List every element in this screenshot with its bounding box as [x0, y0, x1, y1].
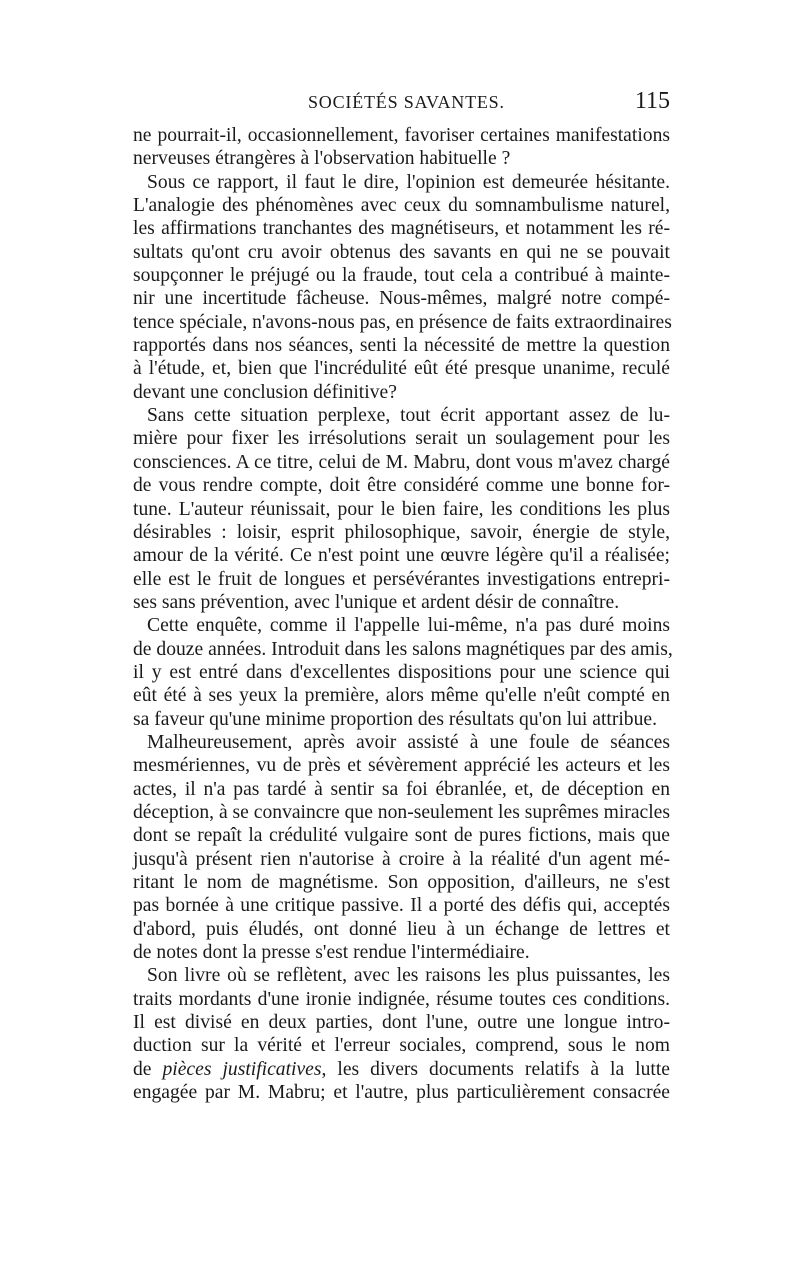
text-line: nerveuses étrangères à l'observation habituelle ?: [133, 148, 511, 170]
text-line: soupçonner le préjugé ou la fraude, tout cela a contribué à mainte-: [133, 265, 670, 287]
text-line: amour de la vérité. Ce n'est point une œuvre légère qu'il a réalisée;: [133, 545, 670, 567]
text-line: jusqu'à présent rien n'autorise à croire à la réalité d'un agent mé-: [133, 848, 670, 870]
text-line: L'analogie des phénomènes avec ceux du somnambulisme naturel,: [133, 195, 670, 217]
text-line: Il est divisé en deux parties, dont l'une, outre une longue intro-: [133, 1012, 670, 1034]
text-line: nir une incertitude fâcheuse. Nous-mêmes, malgré notre compé-: [133, 288, 670, 310]
text-line: tence spéciale, n'avons-nous pas, en présence de faits extraordinaires: [133, 311, 672, 333]
text-line: à l'étude, et, bien que l'incrédulité eût été presque unanime, reculé: [133, 358, 670, 380]
text-line: il y est entré dans d'excellentes dispositions pour une science qui: [133, 661, 670, 683]
text-line: de notes dont la presse s'est rendue l'intermédiaire.: [133, 942, 530, 964]
running-title: SOCIÉTÉS SAVANTES.: [308, 92, 505, 112]
text-line: [133, 1058, 670, 1081]
text-line: ne pourrait-il, occasionnellement, favoriser certaines manifestations: [133, 125, 670, 146]
text-line: ses sans prévention, avec l'unique et ardent désir de connaître.: [133, 591, 620, 613]
text-line: traits mordants d'une ironie indignée, résume toutes ces conditions.: [133, 988, 670, 1010]
text-line: devant une conclusion définitive?: [133, 381, 397, 403]
italic-phrase: pièces justificatives: [162, 1058, 322, 1080]
text-line: sultats qu'ont cru avoir obtenus des savants en qui ne se pouvait: [133, 241, 670, 263]
page-number: 115: [634, 88, 670, 114]
text-line: Sous ce rapport, il faut le dire, l'opinion est demeurée hésitante.: [147, 171, 670, 193]
text-line: de douze années. Introduit dans les salons magnétiques par des amis,: [133, 638, 673, 660]
text-fragment: , les divers documents relatifs à la lutte: [321, 1058, 670, 1080]
text-fragment: de: [133, 1058, 163, 1080]
text-line: tune. L'auteur réunissait, pour le bien faire, les conditions les plus: [133, 498, 670, 520]
text-line: Malheureusement, après avoir assisté à une foule de séances: [147, 731, 670, 753]
text-line: rapportés dans nos séances, senti la nécessité de mettre la question: [133, 335, 670, 357]
text-line: duction sur la vérité et l'erreur sociales, comprend, sous le nom: [133, 1035, 670, 1057]
text-line: désirables : loisir, esprit philosophique, savoir, énergie de style,: [133, 521, 670, 543]
text-line: déception, à se convaincre que non-seulement les suprêmes miracles: [133, 801, 670, 823]
text-line: Son livre où se reflètent, avec les raisons les plus puissantes, les: [147, 965, 670, 987]
text-line: engagée par M. Mabru; et l'autre, plus particulièrement consacrée: [133, 1082, 670, 1104]
text-line: Sans cette situation perplexe, tout écrit apportant assez de lu-: [147, 405, 670, 427]
text-line: pas bornée à une critique passive. Il a porté des défis qui, acceptés: [133, 895, 670, 917]
text-line: de vous rendre compte, doit être considéré comme une bonne for-: [133, 475, 670, 497]
text-line: ritant le nom de magnétisme. Son opposition, d'ailleurs, ne s'est: [133, 872, 670, 893]
body-text: [133, 124, 673, 1104]
text-line: elle est le fruit de longues et persévérantes investigations entrepri-: [133, 568, 670, 590]
text-line: sa faveur qu'une minime proportion des résultats qu'on lui attribue.: [133, 708, 657, 730]
text-line: les affirmations tranchantes des magnétiseurs, et notamment les ré-: [133, 218, 670, 240]
text-line: d'abord, puis éludés, ont donné lieu à un échange de lettres et: [133, 918, 670, 940]
text-line: dont se repaît la crédulité vulgaire sont de pures fictions, mais que: [133, 825, 670, 847]
text-line: consciences. A ce titre, celui de M. Mabru, dont vous m'avez chargé: [133, 451, 670, 473]
text-line: actes, il n'a pas tardé à sentir sa foi ébranlée, et, de déception en: [133, 778, 670, 800]
text-line: mesmériennes, vu de près et sévèrement apprécié les acteurs et les: [133, 755, 670, 777]
running-header: [133, 88, 670, 122]
text-line: eût été à ses yeux la première, alors même qu'elle n'eût compté en: [133, 685, 670, 707]
text-line: mière pour fixer les irrésolutions serait un soulagement pour les: [133, 428, 670, 450]
text-line: Cette enquête, comme il l'appelle lui-même, n'a pas duré moins: [147, 615, 670, 637]
